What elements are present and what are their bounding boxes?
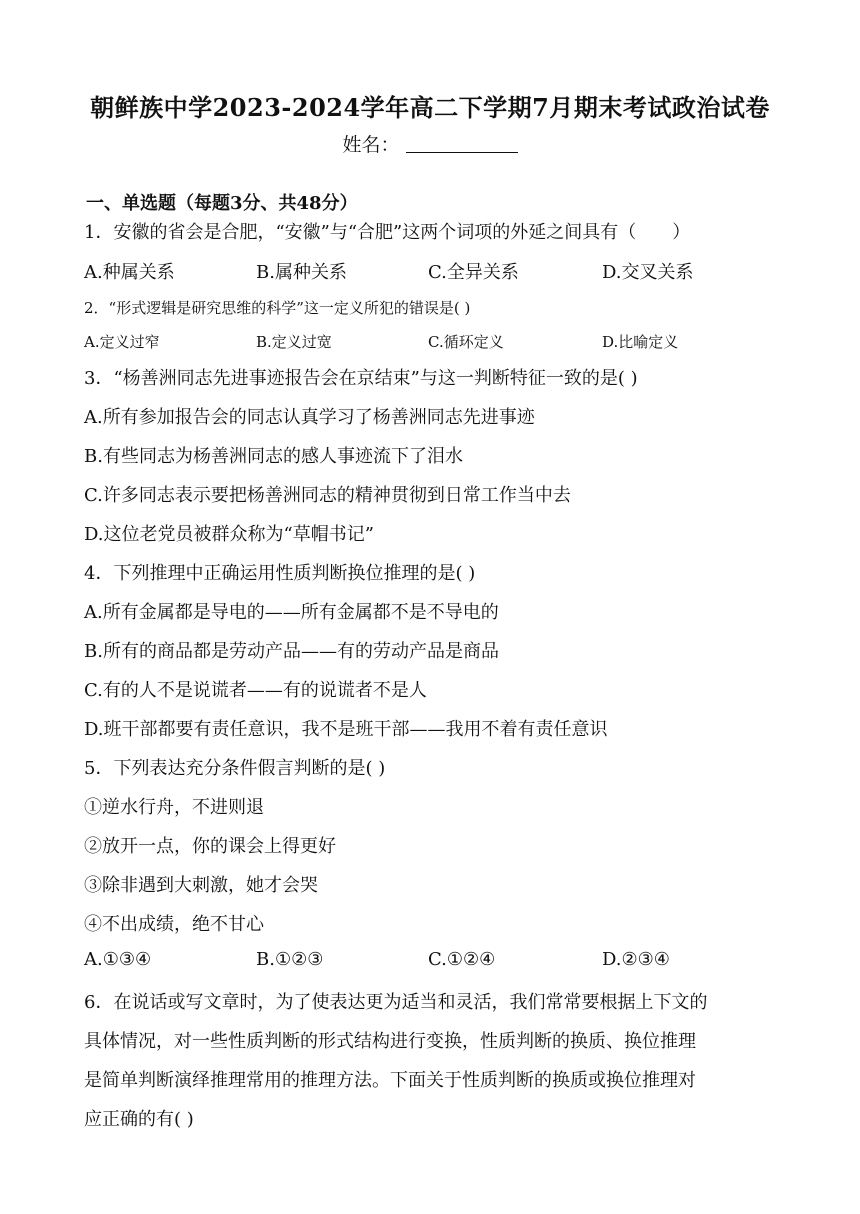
question-6-stem-line-3: 是简单判断演绎推理常用的推理方法。下面关于性质判断的换质或换位推理对 [84,1070,696,1091]
question-2-option-c: C.循环定义 [428,333,504,351]
name-label: 姓名： [342,134,400,156]
question-6-stem-line-4: 应正确的有( ) [84,1109,194,1130]
question-5-option-a: A.①③④ [84,949,152,970]
question-2-option-b: B.定义过宽 [256,333,332,351]
question-3-option-d: D.这位老党员被群众称为“草帽书记” [84,524,374,545]
section-heading: 一、单选题（每题3分、共48分） [86,193,358,214]
question-5-item-2: ②放开一点，你的课会上得更好 [84,836,336,857]
question-3-stem: 3．“杨善洲同志先进事迹报告会在京结束”与这一判断特征一致的是( ) [84,368,638,389]
question-4-option-b: B.所有的商品都是劳动产品——有的劳动产品是商品 [84,641,499,662]
question-6-stem-line-2: 具体情况，对一些性质判断的形式结构进行变换，性质判断的换质、换位推理 [84,1031,696,1052]
name-blank [406,134,518,153]
question-5-option-b: B.①②③ [256,949,324,970]
question-3-option-b: B.有些同志为杨善洲同志的感人事迹流下了泪水 [84,446,463,467]
question-1-option-a: A.种属关系 [84,262,175,283]
question-2-option-a: A.定义过窄 [84,333,160,351]
question-5-stem: 5．下列表达充分条件假言判断的是( ) [84,758,386,779]
question-4-stem: 4．下列推理中正确运用性质判断换位推理的是( ) [84,563,476,584]
question-5-option-c: C.①②④ [428,949,496,970]
question-3-option-a: A.所有参加报告会的同志认真学习了杨善洲同志先进事迹 [84,407,535,428]
question-5-item-1: ①逆水行舟，不进则退 [84,797,264,818]
question-1-stem: 1．安徽的省会是合肥，“安徽”与“合肥”这两个词项的外延之间具有（ ） [84,222,691,243]
question-1-option-c: C.全异关系 [428,262,519,283]
question-4-option-d: D.班干部都要有责任意识，我不是班干部——我用不着有责任意识 [84,719,608,740]
question-4-option-a: A.所有金属都是导电的——所有金属都不是不导电的 [84,602,499,623]
question-5-option-d: D.②③④ [602,949,670,970]
question-3-option-c: C.许多同志表示要把杨善洲同志的精神贯彻到日常工作当中去 [84,485,571,506]
question-4-option-c: C.有的人不是说谎者——有的说谎者不是人 [84,680,427,701]
exam-title: 朝鲜族中学2023-2024学年高二下学期7月期末考试政治试卷 [90,93,770,122]
question-2-option-d: D.比喻定义 [602,333,679,351]
question-1-option-d: D.交叉关系 [602,262,694,283]
question-2-stem: 2．“形式逻辑是研究思维的科学”这一定义所犯的错误是( ) [84,299,471,317]
question-6-stem-line-1: 6．在说话或写文章时，为了使表达更为适当和灵活，我们常常要根据上下文的 [84,992,708,1013]
question-1-option-b: B.属种关系 [256,262,347,283]
question-5-item-3: ③除非遇到大刺激，她才会哭 [84,875,318,896]
name-field [0,130,860,157]
question-5-item-4: ④不出成绩，绝不甘心 [84,914,264,935]
